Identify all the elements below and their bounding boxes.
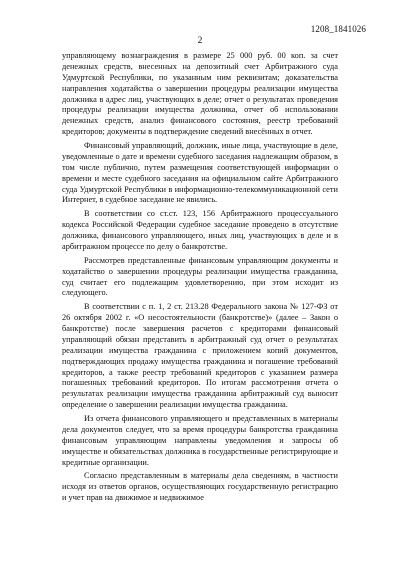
paragraph-continuation: управляющему вознаграждения в размере 25 000 руб. 00 коп. за счет денежных средств, внесенных на депозитный счет Арбитражного суда Удмуртской Республики, по указанным ним реквизитам; доказательства направления ходатайства о завершении процедуры реализации имущества должника в адрес лиц, участвующих в деле; отчет о результатах проведения процедуры реализации имущества должника, отчет об использовании денежных средств, анализ финансового состояния, реестр требований кредиторов; документы в подтверждение сведений внесённых в отчет. [62,51,338,137]
document-id: 1208_1841026 [310,24,366,34]
paragraph-report: Из отчета финансового управляющего и представленных в материалы дела документов следует, что за время процедуры банкротства гражданина финансовым управляющим направлены уведомления и запросы об имуществе и обязательствах должника в государственные регистрирующие и кредитные организации. [62,414,338,467]
document-body [62,51,338,507]
paragraph-law-citation: В соответствии с п. 1, 2 ст. 213.28 Федерального закона № 127-ФЗ от 26 октября 2002 г. «О несостоятельности (банкротстве)» (далее – Закон о банкротстве) после завершения расчетов с кредиторами финансовый управляющий обязан представить в арбитражный суд отчет о результатах реализации имущества гражданина с приложением копий документов, подтверждающих продажу имущества гражданина и погашение требований кредиторов, а также реестр требований кредиторов с указанием размера погашенных требований кредиторов. По итогам рассмотрения отчета о результатах реализации имущества гражданина арбитражный суд выносит определение о завершении реализации имущества гражданина. [62,302,338,410]
paragraph-notice: Финансовый управляющий, должник, иные лица, участвующие в деле, уведомленные о дате и времени судебного заседания надлежащим образом, в том числе публично, путем размещения соответствующей информации о времени и месте судебного заседания на официальном сайте Арбитражного суда Удмуртской Республики в информационно-телекоммуникационной сети Интернет, в судебное заседание не явились. [62,141,338,205]
paragraph-procedure: В соответствии со ст.ст. 123, 156 Арбитражного процессуального кодекса Российской Федерации судебное заседание проведено в отсутствие должника, финансового управляющего, иных лиц, участвующих в деле и в арбитражном процессе по делу о банкротстве. [62,209,338,251]
paragraph-consideration: Рассмотрев представленные финансовым управляющим документы и ходатайство о завершении процедуры реализации имущества гражданина, суд считает его подлежащим удовлетворению, при этом исходит из следующего. [62,255,338,298]
page-number: 2 [197,36,203,46]
paragraph-information: Согласно представленным в материалы дела сведениям, в частности исходя из ответов органов, осуществляющих государственную регистрацию и учет прав на движимое и недвижимое [62,471,338,503]
